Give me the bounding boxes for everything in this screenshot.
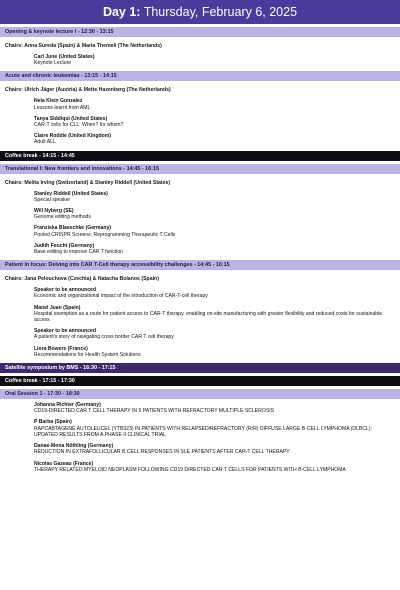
talk-speaker: Judith Feucht (Germany) <box>34 242 95 249</box>
talk-title: Adult ALL <box>34 139 56 146</box>
talk-title: CAR-T cells for CLL: When? for whom? <box>34 122 124 129</box>
session-block <box>0 71 400 147</box>
talk-title: Lessons learnt from AML <box>34 104 91 111</box>
session-block <box>0 260 400 360</box>
session-heading: Acute and chronic leukemias - 13:15 - 14:15 <box>0 71 400 81</box>
talk-item <box>0 188 400 205</box>
day-date: Thursday, February 6, 2025 <box>143 5 298 19</box>
day-label: Day 1: <box>102 5 141 19</box>
session-chairs: Chairs: Ulrich Jäger (Austria) & Mette Hazenberg (The Netherlands) <box>5 87 171 94</box>
talk-speaker: Stanley Riddell (United States) <box>34 190 108 197</box>
talk-item <box>0 113 400 130</box>
session-heading: Coffee break - 14:15 - 14:45 <box>0 151 400 161</box>
talk-speaker: Franziska Blaeschke (Germany) <box>34 225 112 232</box>
talk-title: Base editing to improve CAR T function <box>34 249 123 256</box>
talk-title: THERAPY RELATED MYELOID NEOPLASM FOLLOWING CD19 DIRECTED CAR T CELLS FOR PATIENTS WITH B-CELL LYMPHOMA <box>34 466 346 473</box>
talk-speaker: Tanya Siddiqui (United States) <box>34 115 108 122</box>
talk-speaker: Manel Juan (Spain) <box>34 304 81 311</box>
talk-item <box>0 95 400 112</box>
talk-item <box>0 51 400 68</box>
talk-item <box>0 222 400 239</box>
talk-item <box>0 130 400 147</box>
talk-title: Special speaker <box>34 196 71 203</box>
session-block <box>0 164 400 258</box>
session-heading: Satellite symposium by BMS - 16:30 - 17:15 <box>0 363 400 373</box>
session-heading: Patient in focus: Delving into CAR T-Cell therapy accessibility challenges - 14:45 - 16:15 <box>0 260 400 270</box>
session-heading: Coffee break - 17:15 - 17:30 <box>0 376 400 386</box>
talk-speaker: Nela Klein Gonzalez <box>34 98 83 105</box>
talk-speaker: Speaker to be announced <box>34 328 96 335</box>
talk-title: Recommendations for Health System Solutions <box>34 351 141 358</box>
talk-title: Keynote Lecture <box>34 60 72 67</box>
session-block <box>0 363 400 373</box>
talk-title: Pooled CRISPR Screens: Reprogramming Therapeutic T Cells <box>34 231 176 238</box>
talk-item <box>0 302 400 326</box>
talk-speaker: Nicolas Gazeau (France) <box>34 460 94 467</box>
talk-speaker: Carl June (United States) <box>34 54 95 60</box>
talk-item <box>0 458 400 475</box>
talk-item <box>0 416 400 440</box>
session-block <box>0 151 400 161</box>
talk-title: Economic and organizational impact of the introduction of CAR-T-cell therapy <box>34 293 208 300</box>
talk-item <box>0 284 400 301</box>
talk-speaker: Will Nyberg (SE) <box>34 208 74 215</box>
session-block <box>0 376 400 386</box>
day-title-bar <box>0 0 400 24</box>
talk-item <box>0 399 400 416</box>
talk-title: RAPCABTAGENE AUTOLEUCEL (YTB323) IN PATIENTS WITH RELAPSED/REFRACTORY (R/R) DIFFUSE LARGE B-CELL LYMPHOMA (DLBCL): UPDATED RESULTS FROM A PHASE II CLINICAL TRIAL <box>34 425 372 438</box>
talk-item <box>0 343 400 360</box>
session-heading: Oral Session 1 - 17:30 - 18:30 <box>0 389 400 399</box>
talk-title: Hospital exemption as a route for patient access to CAR-T therapy, enabling on-site manufacturing with greater flexibility and reduced costs for sustainable access <box>34 310 383 324</box>
talk-title: CD19-DIRECTED CAR T CELL THERAPY IN 5 PATIENTS WITH REFRACTORY MULTIPLE SCLEROSIS <box>34 408 275 415</box>
sessions-list <box>0 27 400 475</box>
talk-title: REDUCTION IN EXTRAFOLLICULAR B CELL RESPONSES IN SLE PATIENTS AFTER CAR-T CELL THERAPY <box>34 449 290 456</box>
talk-speaker: Claire Roddie (United Kingdom) <box>34 133 111 140</box>
talk-speaker: Speaker to be announced <box>34 287 96 294</box>
talk-item <box>0 325 400 342</box>
talk-item <box>0 440 400 457</box>
talk-speaker: P Barba (Spain) <box>34 419 72 426</box>
session-block <box>0 389 400 475</box>
session-heading: Translational I: New frontiers and innovations - 14:45 - 16:15 <box>0 164 400 174</box>
session-chairs: Chairs: Jana Pelouchova (Czechia) & Natacha Bolanos (Spain) <box>5 276 159 283</box>
talk-title: A patient's story of navigating cross border CAR T cell therapy <box>34 334 174 341</box>
talk-speaker: Danae-Mona Nöthling (Germany) <box>34 443 114 450</box>
talk-item <box>0 240 400 257</box>
session-chairs: Chairs: Melita Irving (Switzerland) & Stanley Riddell (United States) <box>5 179 171 186</box>
session-heading: Opening & keynote lecture I - 12:30 - 13:15 <box>0 27 400 37</box>
session-block <box>0 27 400 68</box>
session-chairs: Chairs: Anna Sureda (Spain) & Maria Themeli (The Netherlands) <box>5 43 162 49</box>
talk-item <box>0 205 400 222</box>
talk-speaker: Johanna Richter (Germany) <box>34 402 101 409</box>
talk-speaker: Liora Bowers (France) <box>34 345 88 352</box>
talk-title: Genome editing methods <box>34 214 91 221</box>
